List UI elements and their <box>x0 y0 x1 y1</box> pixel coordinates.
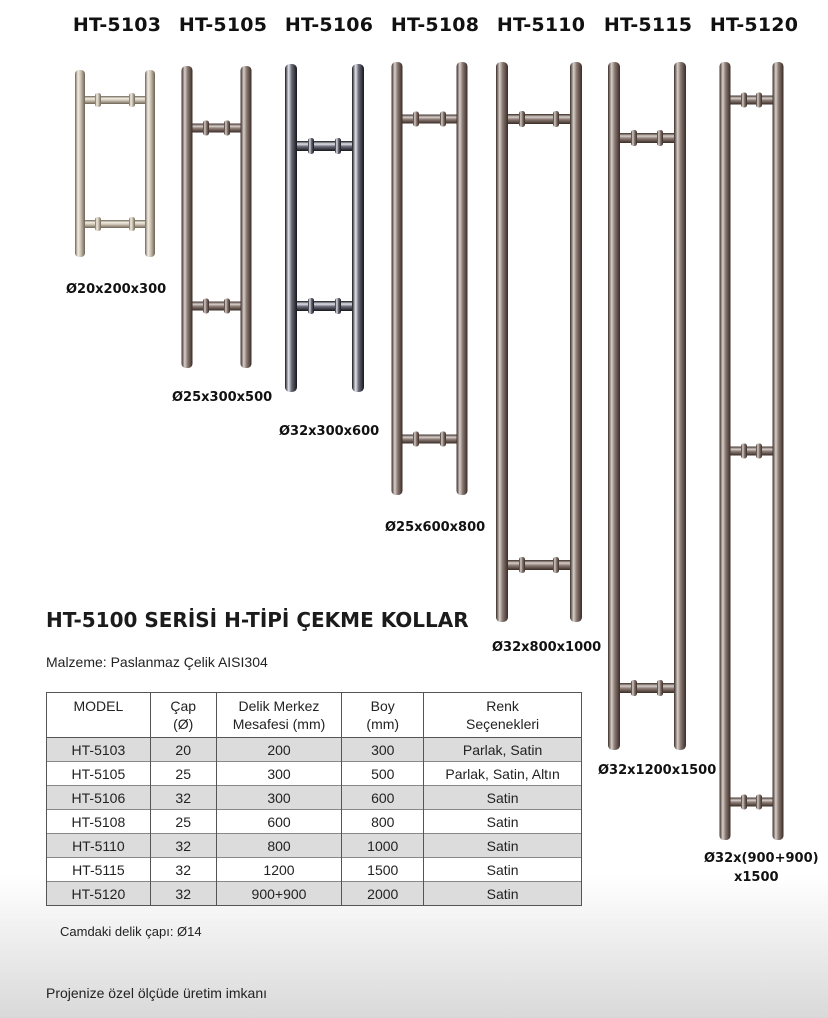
table-row: HT-5120 32 900+900 2000 Satin <box>47 882 582 906</box>
model-title-ht5120: HT-5120 <box>709 14 799 36</box>
table-row: HT-5115 32 1200 1500 Satin <box>47 858 582 882</box>
standoff-collar <box>308 298 314 314</box>
handle-ht-5103 <box>75 70 155 257</box>
glass-hole-note: Camdaki delik çapı: Ø14 <box>60 924 202 939</box>
standoff-collar <box>308 138 314 154</box>
vertical-bar <box>773 62 784 840</box>
header-diameter: Çap (Ø) <box>150 693 216 738</box>
standoff-collar <box>95 93 101 107</box>
dimension-label-ht5120-line1: Ø32x(900+900) <box>704 851 819 866</box>
vertical-bar <box>720 62 731 840</box>
handle-ht-5108 <box>392 62 468 495</box>
header-hole-center: Delik Merkez Mesafesi (mm) <box>216 693 342 738</box>
standoff-collar <box>129 93 135 107</box>
handle-ht-5105 <box>182 66 252 368</box>
table-row: HT-5103 20 200 300 Parlak, Satin <box>47 738 582 762</box>
standoff-collar <box>756 444 762 459</box>
vertical-bar <box>145 70 155 257</box>
crossbar <box>725 96 778 105</box>
dimension-label-ht5120-line2: x1500 <box>734 870 779 885</box>
vertical-bar <box>674 62 686 750</box>
table-row: HT-5106 32 300 600 Satin <box>47 786 582 810</box>
vertical-bar <box>241 66 252 368</box>
vertical-bar <box>496 62 508 622</box>
crossbar <box>80 96 150 104</box>
standoff-collar <box>335 138 341 154</box>
standoff-collar <box>95 217 101 231</box>
standoff-collar <box>519 557 525 573</box>
vertical-bar <box>75 70 85 257</box>
crossbar <box>502 560 576 570</box>
model-title-ht5106: HT-5106 <box>284 14 374 36</box>
crossbar <box>80 220 150 228</box>
dimension-label-ht5106: Ø32x300x600 <box>279 424 380 439</box>
crossbar <box>291 141 358 151</box>
header-model: MODEL <box>47 693 151 738</box>
dimension-label-ht5103: Ø20x200x300 <box>66 282 167 297</box>
standoff-collar <box>741 444 747 459</box>
standoff-collar <box>519 111 525 127</box>
dimension-label-ht5108: Ø25x600x800 <box>385 520 486 535</box>
standoff-collar <box>335 298 341 314</box>
handle-ht-5120 <box>720 62 784 840</box>
standoff-collar <box>553 111 559 127</box>
standoff-collar <box>657 130 663 146</box>
header-color-options: Renk Seçenekleri <box>424 693 582 738</box>
crossbar <box>291 301 358 311</box>
vertical-bar <box>182 66 193 368</box>
crossbar <box>502 114 576 124</box>
crossbar <box>187 302 246 311</box>
dimension-label-ht5115: Ø32x1200x1500 <box>598 763 717 778</box>
dimension-label-ht5110: Ø32x800x1000 <box>492 640 602 655</box>
table-header-row <box>47 693 582 738</box>
custom-production-note: Projenize özel ölçüde üretim imkanı <box>46 985 267 1001</box>
vertical-bar <box>392 62 403 495</box>
standoff-collar <box>224 121 230 136</box>
spec-table <box>46 692 582 906</box>
handle-ht-5110 <box>496 62 582 622</box>
vertical-bar <box>352 64 364 392</box>
handle-ht-5106 <box>285 64 364 392</box>
standoff-collar <box>203 299 209 314</box>
crossbar <box>397 435 462 444</box>
standoff-collar <box>553 557 559 573</box>
model-title-ht5105: HT-5105 <box>178 14 268 36</box>
material-text: Malzeme: Paslanmaz Çelik AISI304 <box>46 654 268 670</box>
standoff-collar <box>224 299 230 314</box>
crossbar <box>614 683 680 693</box>
dimension-label-ht5105: Ø25x300x500 <box>172 390 273 405</box>
standoff-collar <box>631 680 637 696</box>
model-title-ht5103: HT-5103 <box>72 14 162 36</box>
standoff-collar <box>129 217 135 231</box>
standoff-collar <box>203 121 209 136</box>
table-row: HT-5105 25 300 500 Parlak, Satin, Altın <box>47 762 582 786</box>
standoff-collar <box>631 130 637 146</box>
standoff-collar <box>440 432 446 447</box>
crossbar <box>725 447 778 456</box>
table-row: HT-5110 32 800 1000 Satin <box>47 834 582 858</box>
crossbar <box>187 124 246 133</box>
model-title-ht5110: HT-5110 <box>496 14 586 36</box>
standoff-collar <box>741 93 747 108</box>
crossbar <box>725 798 778 807</box>
vertical-bar <box>285 64 297 392</box>
standoff-collar <box>413 112 419 127</box>
header-length: Boy (mm) <box>342 693 424 738</box>
model-title-ht5108: HT-5108 <box>390 14 480 36</box>
crossbar <box>614 133 680 143</box>
series-title: HT-5100 SERİSİ H-TİPİ ÇEKME KOLLAR <box>46 608 469 632</box>
vertical-bar <box>608 62 620 750</box>
standoff-collar <box>756 795 762 810</box>
crossbar <box>397 115 462 124</box>
handle-ht-5115 <box>608 62 686 750</box>
standoff-collar <box>657 680 663 696</box>
model-title-ht5115: HT-5115 <box>603 14 693 36</box>
vertical-bar <box>570 62 582 622</box>
vertical-bar <box>457 62 468 495</box>
standoff-collar <box>741 795 747 810</box>
table-row: HT-5108 25 600 800 Satin <box>47 810 582 834</box>
standoff-collar <box>440 112 446 127</box>
standoff-collar <box>756 93 762 108</box>
standoff-collar <box>413 432 419 447</box>
